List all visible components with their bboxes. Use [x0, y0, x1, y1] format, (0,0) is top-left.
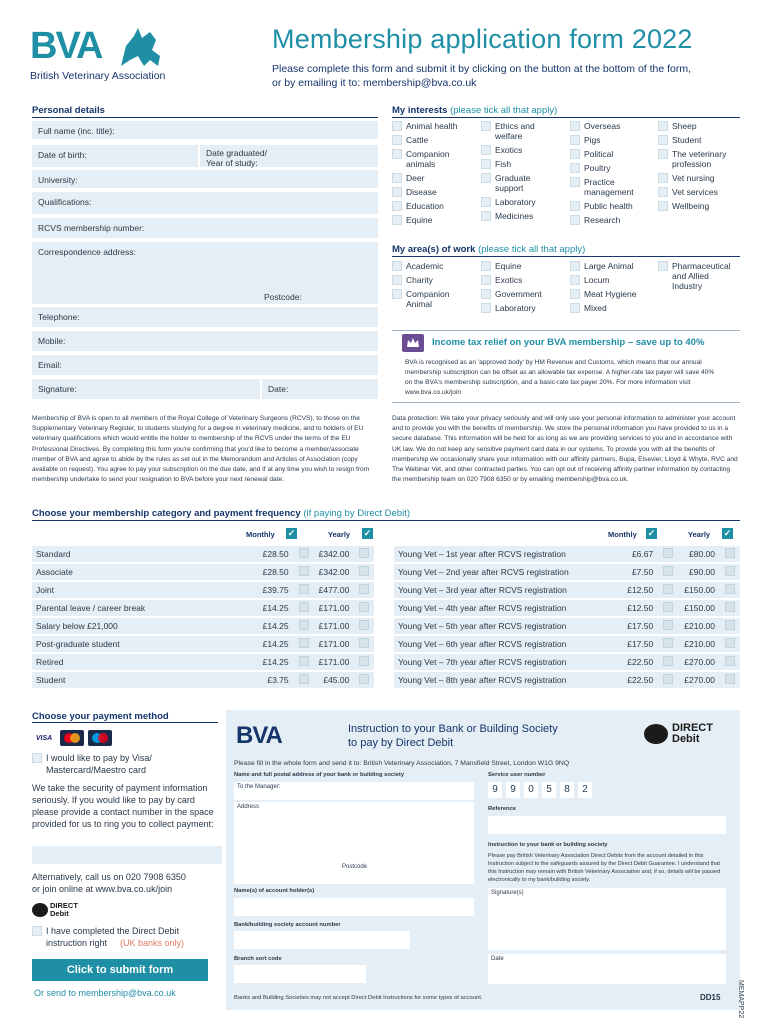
yearly-select-checkbox[interactable]	[721, 546, 740, 562]
monthly-price: £17.50	[605, 618, 660, 634]
dd-account-number-field[interactable]	[234, 931, 410, 949]
monthly-price: £3.75	[239, 672, 295, 688]
payment-heading: Choose your payment method	[32, 711, 169, 722]
checkbox[interactable]	[392, 149, 402, 159]
direct-debit-logo: DIRECT Debit	[32, 902, 94, 918]
maestro-icon	[88, 730, 112, 746]
checkbox[interactable]	[570, 275, 580, 285]
monthly-price: £39.75	[239, 582, 295, 598]
monthly-select-checkbox[interactable]	[659, 618, 678, 634]
university-field[interactable]: University:	[32, 170, 378, 188]
category-row	[32, 582, 374, 598]
yearly-select-checkbox[interactable]	[721, 636, 740, 652]
direct-debit-panel	[226, 710, 740, 1010]
dd-signature-field[interactable]: Signature(s)	[488, 888, 726, 950]
checkbox[interactable]	[570, 121, 580, 131]
checkbox[interactable]	[481, 303, 491, 313]
interests-checklist: Animal health Cattle Companion animals Deer Disease Education Equine Ethics and welfare Exotics Fish Graduate support Laboratory Medicines Overseas Pigs Political Poultry Practice management Public health Research Sheep Student The veterinary profession Vet nursing Vet services Wellbeing	[392, 121, 740, 241]
full-name-field[interactable]: Full name (inc. title):	[32, 121, 378, 139]
personal-details-heading: Personal details	[32, 105, 105, 116]
hmrc-crown-icon	[402, 334, 424, 352]
monthly-select-checkbox[interactable]	[295, 546, 314, 562]
yearly-price: £150.00	[678, 600, 721, 616]
monthly-price: £14.25	[239, 600, 295, 616]
yearly-price: £210.00	[678, 636, 721, 652]
dob-field[interactable]: Date of birth:	[32, 145, 198, 167]
monthly-select-checkbox[interactable]	[659, 672, 678, 688]
yearly-price: £171.00	[313, 600, 355, 616]
monthly-price: £6.67	[605, 546, 660, 562]
category-row	[394, 564, 740, 580]
checkbox[interactable]	[570, 303, 580, 313]
dd-instr-heading: Instruction to your bank or building society	[488, 842, 608, 848]
yearly-select-checkbox[interactable]	[355, 672, 374, 688]
sun-digit: 8	[560, 782, 574, 798]
monthly-select-checkbox[interactable]	[659, 654, 678, 670]
monthly-price: £14.25	[239, 618, 295, 634]
date-field[interactable]: Date:	[262, 379, 378, 399]
or-send-text: Or send to membership@bva.co.uk	[34, 988, 176, 998]
dd-sort-code-field[interactable]	[234, 965, 366, 983]
tax-relief-text: BVA is recognised as an 'approved body' by HM Revenue and Customs, which means that our annual membership subscription can be offset as an allowable tax expense. A higher-rate tax payer will save 40% on the BVA's membership subscription, and a basic-rate tax payer 20%. For more information visit www.bva.co.uk/join	[405, 359, 715, 396]
yearly-price: £150.00	[678, 582, 721, 598]
page-subtitle: Please complete this form and submit it by clicking on the button at the bottom of the form, or by emailing it to: membership@bva.co.uk	[272, 63, 692, 89]
category-name: Standard	[32, 546, 239, 562]
checkbox[interactable]	[570, 215, 580, 225]
category-row	[32, 672, 374, 688]
checkbox[interactable]	[570, 135, 580, 145]
checkbox[interactable]	[392, 135, 402, 145]
checkbox[interactable]	[481, 261, 491, 271]
dd-reference-label: Reference	[488, 806, 517, 812]
monthly-price: £22.50	[605, 672, 660, 688]
card-security-text: We take the security of payment information seriously. If you would like to pay by card please provide a contact number in the space provided for us to ring you to collect payment:	[32, 783, 214, 829]
yearly-price: £90.00	[678, 564, 721, 580]
category-row	[32, 654, 374, 670]
dd-instruction: Please fill in the whole form and send it to: British Veterinary Association, 7 Mansfield Street, London W1G 9NQ	[234, 760, 570, 767]
category-name: Young Vet – 8th year after RCVS registration	[394, 672, 605, 688]
yearly-price: £342.00	[313, 564, 355, 580]
category-name: Salary below £21,000	[32, 618, 239, 634]
monthly-price: £12.50	[605, 582, 660, 598]
yearly-price: £342.00	[313, 546, 355, 562]
checkbox[interactable]	[658, 173, 668, 183]
monthly-select-checkbox[interactable]	[295, 654, 314, 670]
monthly-select-checkbox[interactable]	[295, 582, 314, 598]
monthly-price: £7.50	[605, 564, 660, 580]
monthly-price: £14.25	[239, 654, 295, 670]
yearly-price: £171.00	[313, 636, 355, 652]
monthly-select-checkbox[interactable]	[659, 564, 678, 580]
category-row	[394, 600, 740, 616]
category-name: Young Vet – 2nd year after RCVS registration	[394, 564, 605, 580]
dd-reference-field[interactable]	[488, 816, 726, 834]
yearly-price: £171.00	[313, 654, 355, 670]
monthly-select-checkbox[interactable]	[659, 636, 678, 652]
category-name: Young Vet – 4th year after RCVS registration	[394, 600, 605, 616]
category-row	[394, 618, 740, 634]
category-row	[394, 582, 740, 598]
yearly-select-checkbox[interactable]	[721, 654, 740, 670]
yearly-checkbox-left[interactable]: ✓	[363, 528, 372, 538]
checkbox[interactable]	[392, 215, 402, 225]
visa-icon: VISA	[35, 735, 53, 742]
checkbox[interactable]	[392, 173, 402, 183]
category-name: Student	[32, 672, 239, 688]
dd-instr-body: Please pay British Veterinary Association Direct Debits from the account detailed in this Instruction subject to the safeguards assured by the Direct Debit Guarantee. I understand that this Instruction may remain with British Veterinary Association and, if so, details will be passed electronically to my bank/building society.	[488, 853, 721, 883]
dd-address-field[interactable]: Address Postcode	[234, 802, 474, 884]
checkbox[interactable]	[481, 275, 491, 285]
graduated-field[interactable]: Date graduated/ Year of study:	[200, 145, 378, 167]
category-name: Young Vet – 5th year after RCVS registration	[394, 618, 605, 634]
category-name: Post-graduate student	[32, 636, 239, 652]
monthly-price: £12.50	[605, 600, 660, 616]
dd-account-holder-field[interactable]	[234, 898, 474, 916]
checkbox[interactable]	[392, 261, 402, 271]
checkbox[interactable]	[658, 187, 668, 197]
category-name: Associate	[32, 564, 239, 580]
category-row	[32, 636, 374, 652]
category-name: Young Vet – 1st year after RCVS registration	[394, 546, 605, 562]
checkbox[interactable]	[570, 163, 580, 173]
monthly-price: £22.50	[605, 654, 660, 670]
monthly-price: £28.50	[239, 546, 295, 562]
dd-name-address-label: Name and full postal address of your bank or building society	[234, 772, 405, 778]
yearly-price: £270.00	[678, 654, 721, 670]
yearly-select-checkbox[interactable]	[355, 654, 374, 670]
checkbox[interactable]	[481, 159, 491, 169]
category-name: Young Vet – 3rd year after RCVS registration	[394, 582, 605, 598]
checkbox[interactable]	[658, 261, 668, 271]
checkbox[interactable]	[392, 121, 402, 131]
checkbox[interactable]	[481, 145, 491, 155]
monthly-price: £28.50	[239, 564, 295, 580]
category-table-left	[32, 544, 374, 690]
dd-footer: Banks and Building Societies may not accept Direct Debit Instructions for some types of account.	[234, 995, 483, 1001]
sun-digit: 0	[524, 782, 538, 798]
yearly-select-checkbox[interactable]	[721, 618, 740, 634]
checkbox[interactable]	[658, 135, 668, 145]
monthly-select-checkbox[interactable]	[659, 546, 678, 562]
dd-logo-right: DIRECT Debit	[644, 722, 734, 746]
checkbox[interactable]	[570, 289, 580, 299]
data-protection-text: Data protection: We take your privacy seriously and will only use your personal information to administer your account and to provide you with the benefits of membership. We store the personal information you have provided to us in a secure database. This information will be held for as long as we are providing services to you and in accordance with UK law. We do not keep any sensitive payment card data in our systems. To provide you with all the benefits of membership we occasionally share your information with our affinity partners, Bupa, Elsevier, Lloyd & Whyte, RVC and The Webinar Vet, and other contracted parties. You can opt out of receiving affinity partner information by contacting the membership team on 020 7908 6350 or by emailing membership@bva.co.uk.	[392, 415, 738, 484]
form-code: MEMAPP22	[737, 980, 744, 1019]
qualifications-field[interactable]: Qualifications:	[32, 192, 378, 214]
rcvs-number-field[interactable]: RCVS membership number:	[32, 218, 378, 238]
monthly-select-checkbox[interactable]	[295, 618, 314, 634]
checkbox[interactable]	[481, 197, 491, 207]
dd-account-holder-label: Name(s) of account holder(s)	[234, 888, 315, 894]
email-field[interactable]: Email:	[32, 355, 378, 375]
contact-number-field[interactable]	[32, 846, 222, 864]
address-field[interactable]: Correspondence address: Postcode:	[32, 242, 378, 304]
checkbox[interactable]	[392, 187, 402, 197]
sun-digit: 9	[506, 782, 520, 798]
monthly-select-checkbox[interactable]	[295, 564, 314, 580]
checkbox[interactable]	[658, 149, 668, 159]
category-row	[394, 546, 740, 562]
checkbox[interactable]	[570, 149, 580, 159]
tax-relief-heading: Income tax relief on your BVA membership – save up to 40%	[432, 337, 705, 348]
category-row	[394, 636, 740, 652]
yearly-select-checkbox[interactable]	[721, 600, 740, 616]
category-name: Parental leave / career break	[32, 600, 239, 616]
sun-digit: 5	[542, 782, 556, 798]
checkbox[interactable]	[481, 211, 491, 221]
work-checklist: Academic Charity Companion Animal Equine Exotics Government Laboratory Large Animal Locum Meat Hygiene Mixed Pharmaceutical and Allied Industry	[392, 261, 740, 321]
category-row	[32, 618, 374, 634]
category-name: Young Vet – 6th year after RCVS registration	[394, 636, 605, 652]
checkbox[interactable]	[392, 201, 402, 211]
category-row	[32, 546, 374, 562]
sun-digit: 9	[488, 782, 502, 798]
monthly-select-checkbox[interactable]	[659, 600, 678, 616]
category-row	[32, 600, 374, 616]
work-heading: My area(s) of work (please tick all that apply)	[392, 244, 586, 255]
sun-digit: 2	[578, 782, 592, 798]
yearly-select-checkbox[interactable]	[355, 564, 374, 580]
monthly-checkbox-right[interactable]: ✓	[647, 528, 656, 538]
yearly-price: £210.00	[678, 618, 721, 634]
category-row	[32, 564, 374, 580]
yearly-select-checkbox[interactable]	[355, 546, 374, 562]
dd-bva-logo: BVA	[236, 722, 282, 749]
category-row	[394, 654, 740, 670]
dd-sort-code-label: Branch sort code	[234, 956, 282, 962]
yearly-checkbox-right[interactable]: ✓	[723, 528, 732, 538]
checkbox[interactable]	[570, 261, 580, 271]
yearly-select-checkbox[interactable]	[355, 618, 374, 634]
yearly-price: £477.00	[313, 582, 355, 598]
monthly-select-checkbox[interactable]	[295, 636, 314, 652]
signature-field[interactable]: Signature:	[32, 379, 260, 399]
checkbox[interactable]	[658, 121, 668, 131]
yearly-price: £171.00	[313, 618, 355, 634]
page-title: Membership application form 2022	[272, 24, 693, 54]
alternative-text: Alternatively, call us on 020 7908 6350 or join online at www.bva.co.uk/join	[32, 872, 186, 894]
checkbox[interactable]	[481, 173, 491, 183]
telephone-field[interactable]: Telephone:	[32, 307, 378, 327]
checkbox[interactable]	[392, 275, 402, 285]
yearly-price: £270.00	[678, 672, 721, 688]
yearly-select-checkbox[interactable]	[355, 600, 374, 616]
yearly-price: £80.00	[678, 546, 721, 562]
monthly-select-checkbox[interactable]	[295, 672, 314, 688]
mastercard-icon	[60, 730, 84, 746]
mobile-field[interactable]: Mobile:	[32, 331, 378, 351]
category-name: Retired	[32, 654, 239, 670]
submit-button[interactable]: Click to submit form	[32, 959, 208, 981]
interests-heading: My interests (please tick all that apply)	[392, 105, 558, 116]
dd-manager-field[interactable]: To the Manager:	[234, 782, 474, 800]
dd-sun-label: Service user number	[488, 772, 546, 778]
yearly-select-checkbox[interactable]	[721, 582, 740, 598]
membership-eligibility-text: Membership of BVA is open to all members of the Royal College of Veterinary Surgeons (RCVS), to those on the Supplementary Veterinary Register, to students studying for a degree in veterinary medicine, and to holders of EU veterinary qualifications which would entitle the holder to membership of the RCVS under the terms of the EU Professional Directives. By completing this form you're confirming that you'd like to become a member/associate member of BVA and agree to abide by the rules as set out in the Memorandum and Articles of Association (copy available on request). You agree to pay your subscription on the due date, and if at any time you wish to resign from membership undertake to send your resignation to BVA before your next renewal date.	[32, 415, 370, 484]
checkbox[interactable]	[481, 289, 491, 299]
checkbox[interactable]	[570, 201, 580, 211]
lion-unicorn-crest-icon	[116, 26, 166, 68]
checkbox[interactable]	[392, 289, 402, 299]
monthly-price: £14.25	[239, 636, 295, 652]
dd-code: DD15	[700, 993, 721, 1002]
checkbox[interactable]	[570, 177, 580, 187]
yearly-select-checkbox[interactable]	[355, 582, 374, 598]
yearly-price: £45.00	[313, 672, 355, 688]
dd-date-field[interactable]: Date	[488, 954, 726, 984]
category-table-right	[394, 544, 740, 690]
checkbox[interactable]	[658, 201, 668, 211]
dd-account-number-label: Bank/building society account number	[234, 922, 341, 928]
dd-title: Instruction to your Bank or Building Society to pay by Direct Debit	[348, 723, 558, 749]
yearly-select-checkbox[interactable]	[721, 672, 740, 688]
category-row	[394, 672, 740, 688]
yearly-select-checkbox[interactable]	[355, 636, 374, 652]
category-name: Joint	[32, 582, 239, 598]
yearly-select-checkbox[interactable]	[721, 564, 740, 580]
monthly-price: £17.50	[605, 636, 660, 652]
category-heading: Choose your membership category and payment frequency (if paying by Direct Debit)	[32, 508, 411, 519]
monthly-select-checkbox[interactable]	[295, 600, 314, 616]
category-name: Young Vet – 7th year after RCVS registration	[394, 654, 605, 670]
monthly-select-checkbox[interactable]	[659, 582, 678, 598]
checkbox[interactable]	[481, 121, 491, 131]
bva-logo: BVA British Veterinary Association	[30, 25, 166, 82]
monthly-checkbox-left[interactable]: ✓	[287, 528, 296, 538]
